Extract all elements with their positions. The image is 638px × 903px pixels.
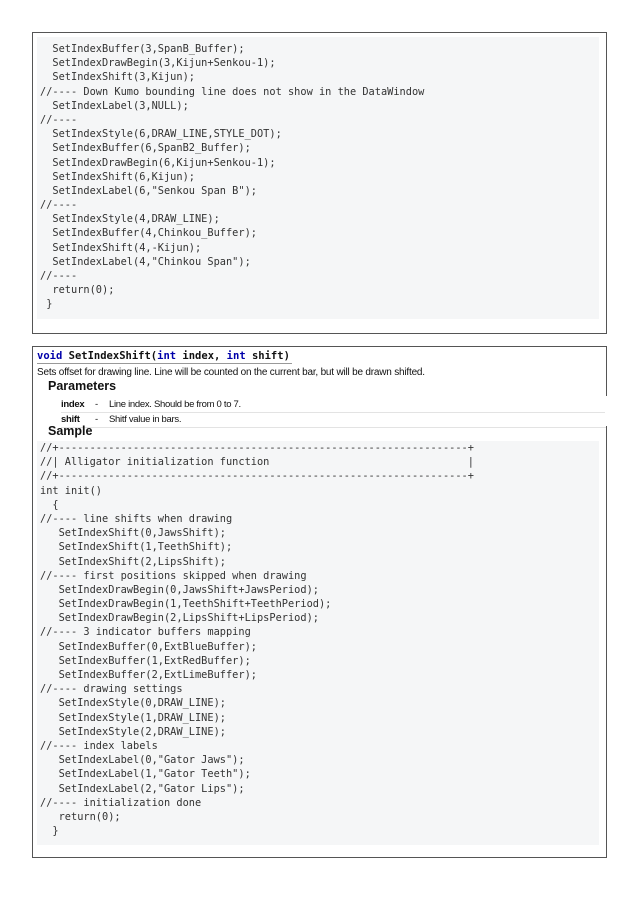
code-line: { bbox=[40, 498, 59, 511]
code-line: SetIndexLabel(6,"Senkou Span B"); bbox=[40, 184, 257, 197]
code-line: //---- Down Kumo bounding line does not show in the DataWindow bbox=[40, 85, 425, 98]
code-line: SetIndexLabel(4,"Chinkou Span"); bbox=[40, 255, 251, 268]
code-line: //---- line shifts when drawing bbox=[40, 512, 233, 525]
keyword-int: int bbox=[157, 350, 177, 362]
code-line: //---- bbox=[40, 199, 78, 212]
code-line: //+------------------------------------------------------------------+ bbox=[40, 442, 474, 454]
keyword-void: void bbox=[37, 350, 63, 362]
keyword-int: int bbox=[226, 350, 246, 362]
arg-shift: shift) bbox=[245, 350, 290, 362]
code-line: SetIndexShift(3,Kijun); bbox=[40, 71, 195, 84]
code-block-top bbox=[32, 32, 607, 334]
code-line: SetIndexBuffer(6,SpanB2_Buffer); bbox=[40, 142, 251, 155]
code-line: int init() bbox=[40, 484, 102, 497]
code-line: //---- first positions skipped when drawing bbox=[40, 569, 307, 582]
code-line: SetIndexBuffer(2,ExtLimeBuffer); bbox=[40, 669, 257, 681]
parameter-text: Shitf value in bars. bbox=[109, 414, 182, 425]
code-line: SetIndexStyle(1,DRAW_LINE); bbox=[40, 711, 226, 724]
code-line: SetIndexDrawBegin(3,Kijun+Senkou-1); bbox=[40, 57, 276, 70]
code-line: SetIndexStyle(2,DRAW_LINE); bbox=[40, 725, 226, 738]
parameter-row bbox=[61, 397, 606, 413]
code-line: SetIndexDrawBegin(6,Kijun+Senkou-1); bbox=[40, 156, 276, 169]
code-line: SetIndexStyle(4,DRAW_LINE); bbox=[40, 213, 220, 226]
code-line: SetIndexStyle(0,DRAW_LINE); bbox=[40, 697, 226, 710]
code-line: SetIndexShift(1,TeethShift); bbox=[40, 541, 233, 554]
code-listing-top bbox=[37, 37, 599, 319]
parameter-row bbox=[61, 412, 606, 428]
function-name: SetIndexShift( bbox=[62, 350, 158, 362]
code-line: SetIndexBuffer(3,SpanB_Buffer); bbox=[40, 43, 245, 55]
code-line: SetIndexShift(0,JawsShift); bbox=[40, 527, 226, 540]
code-line: SetIndexLabel(1,"Gator Teeth"); bbox=[40, 768, 251, 781]
code-line: SetIndexStyle(6,DRAW_LINE,STYLE_DOT); bbox=[40, 128, 282, 141]
border-gap bbox=[605, 396, 608, 426]
code-line: SetIndexDrawBegin(1,TeethShift+TeethPeriod); bbox=[40, 598, 332, 611]
parameter-name: shift bbox=[61, 414, 80, 425]
function-doc-setindexshift bbox=[32, 346, 607, 858]
code-listing-sample bbox=[37, 441, 599, 845]
code-line: SetIndexDrawBegin(2,LipsShift+LipsPeriod); bbox=[40, 612, 319, 625]
parameter-dash: - bbox=[95, 399, 98, 410]
code-line: SetIndexShift(6,Kijun); bbox=[40, 170, 195, 183]
code-line: return(0); bbox=[40, 810, 121, 823]
code-line: SetIndexLabel(0,"Gator Jaws"); bbox=[40, 754, 245, 767]
parameter-name: index bbox=[61, 399, 85, 410]
parameters-heading: Parameters bbox=[48, 379, 117, 393]
sample-heading: Sample bbox=[48, 424, 93, 438]
code-line: //| Alligator initialization function | bbox=[40, 456, 474, 469]
code-line: SetIndexBuffer(0,ExtBlueBuffer); bbox=[40, 640, 257, 653]
code-line: return(0); bbox=[40, 284, 115, 297]
code-line: } bbox=[40, 825, 59, 838]
parameter-dash: - bbox=[95, 414, 98, 425]
code-line: SetIndexShift(2,LipsShift); bbox=[40, 555, 226, 568]
arg-index: index, bbox=[176, 350, 227, 362]
code-line: SetIndexDrawBegin(0,JawsShift+JawsPeriod); bbox=[40, 583, 319, 596]
code-line: SetIndexShift(4,-Kijun); bbox=[40, 241, 202, 254]
function-signature bbox=[37, 349, 292, 364]
code-line: //---- bbox=[40, 270, 78, 282]
code-line: SetIndexLabel(2,"Gator Lips"); bbox=[40, 782, 245, 795]
code-line: //+------------------------------------------------------------------+ bbox=[40, 470, 474, 483]
parameter-text: Line index. Should be from 0 to 7. bbox=[109, 399, 241, 410]
code-line: //---- index labels bbox=[40, 739, 158, 752]
function-description: Sets offset for drawing line. Line will be counted on the current bar, but will be drawn shifted. bbox=[37, 367, 425, 378]
code-line: //---- drawing settings bbox=[40, 683, 183, 696]
code-line: SetIndexBuffer(4,Chinkou_Buffer); bbox=[40, 227, 257, 240]
code-line: //---- bbox=[40, 113, 78, 126]
code-line: SetIndexBuffer(1,ExtRedBuffer); bbox=[40, 654, 251, 667]
code-line: SetIndexLabel(3,NULL); bbox=[40, 99, 189, 112]
code-line: //---- 3 indicator buffers mapping bbox=[40, 626, 251, 639]
code-line: //---- initialization done bbox=[40, 796, 202, 809]
code-line: } bbox=[40, 298, 53, 311]
